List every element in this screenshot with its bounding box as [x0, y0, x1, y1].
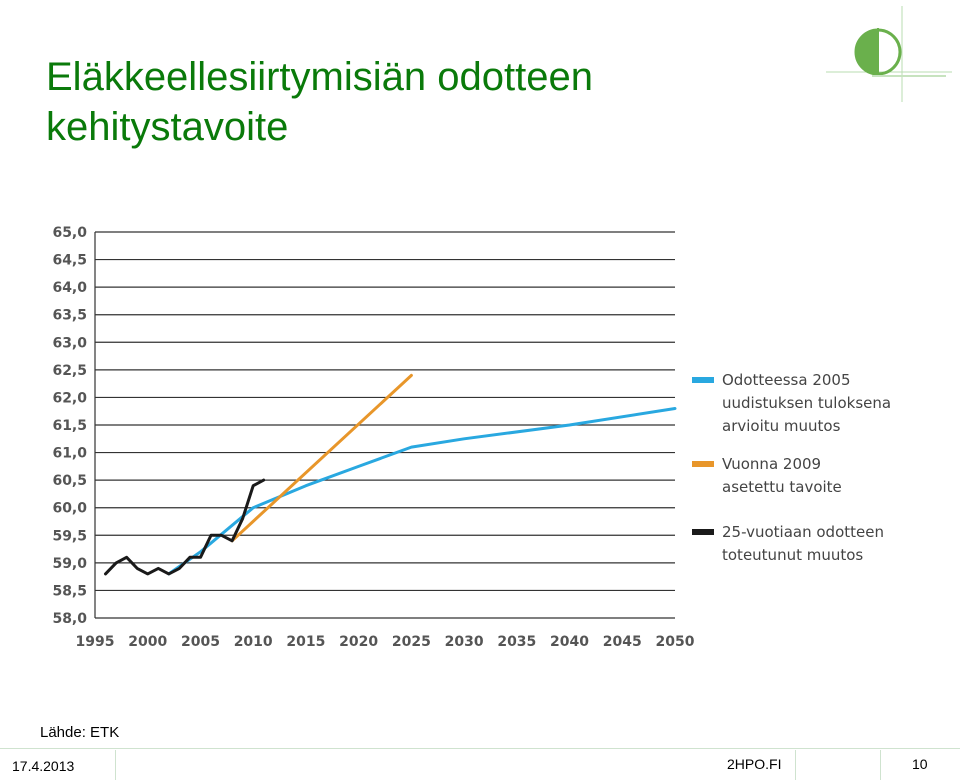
line-chart — [0, 210, 960, 670]
chart-series-lines — [106, 375, 676, 574]
legend-label: asetettu tavoite — [722, 478, 842, 496]
footer-separator — [880, 750, 881, 780]
y-tick-label: 58,5 — [52, 583, 87, 600]
y-tick-label: 64,0 — [52, 280, 87, 297]
legend-label: uudistuksen tuloksena — [722, 394, 892, 412]
legend-label: toteutunut muutos — [722, 546, 864, 564]
footer-separator — [795, 750, 796, 780]
y-tick-label: 62,5 — [52, 362, 87, 379]
series-line-3 — [106, 480, 264, 574]
x-tick-label: 1995 — [75, 634, 115, 650]
y-tick-label: 60,0 — [52, 500, 87, 517]
y-tick-label: 65,0 — [52, 225, 87, 241]
x-tick-label: 2015 — [286, 634, 326, 650]
x-tick-label: 2010 — [233, 634, 273, 650]
y-tick-label: 61,0 — [52, 445, 87, 462]
y-tick-label: 62,0 — [52, 390, 87, 407]
y-tick-label: 63,0 — [52, 335, 87, 352]
title-line-2: kehitystavoite — [46, 105, 289, 149]
legend-label: arvioitu muutos — [722, 417, 841, 435]
footer-website: 2HPO.FI — [727, 756, 782, 772]
footer-date: 17.4.2013 — [12, 758, 75, 774]
legend-swatch-3 — [692, 529, 714, 535]
x-tick-label: 2000 — [128, 634, 168, 650]
x-tick-label: 2005 — [180, 634, 220, 650]
y-tick-label: 64,5 — [52, 252, 87, 269]
footer-divider — [0, 748, 960, 749]
legend-label: 25-vuotiaan odotteen — [722, 523, 884, 541]
y-tick-label: 61,5 — [52, 418, 87, 434]
x-axis-tick-labels — [76, 634, 695, 650]
x-tick-label: 2035 — [497, 634, 537, 650]
y-axis-tick-labels — [52, 225, 87, 627]
legend-label: Vuonna 2009 — [722, 455, 822, 473]
chart-legend — [692, 371, 891, 564]
legend-label: Odotteessa 2005 — [722, 371, 851, 389]
company-logo-icon — [826, 6, 952, 102]
page-number: 10 — [912, 756, 928, 772]
title-line-1: Eläkkeellesiirtymisiän odotteen — [46, 55, 593, 99]
y-tick-label: 63,5 — [52, 307, 87, 324]
x-tick-label: 2040 — [550, 634, 590, 650]
x-tick-label: 2025 — [391, 634, 431, 650]
y-tick-label: 60,5 — [52, 473, 87, 490]
x-tick-label: 2045 — [602, 634, 642, 650]
series-line-1 — [169, 409, 675, 574]
y-tick-label: 59,5 — [52, 528, 87, 545]
slide-title — [46, 52, 593, 152]
legend-swatch-2 — [692, 461, 714, 467]
x-tick-label: 2030 — [444, 634, 484, 650]
y-tick-label: 59,0 — [52, 555, 87, 572]
source-note: Lähde: ETK — [40, 724, 120, 741]
chart-grid — [95, 232, 675, 618]
legend-swatch-1 — [692, 377, 714, 383]
footer-separator — [115, 750, 116, 780]
x-tick-label: 2020 — [339, 634, 379, 650]
y-tick-label: 58,0 — [52, 611, 87, 627]
x-tick-label: 2050 — [655, 634, 695, 650]
